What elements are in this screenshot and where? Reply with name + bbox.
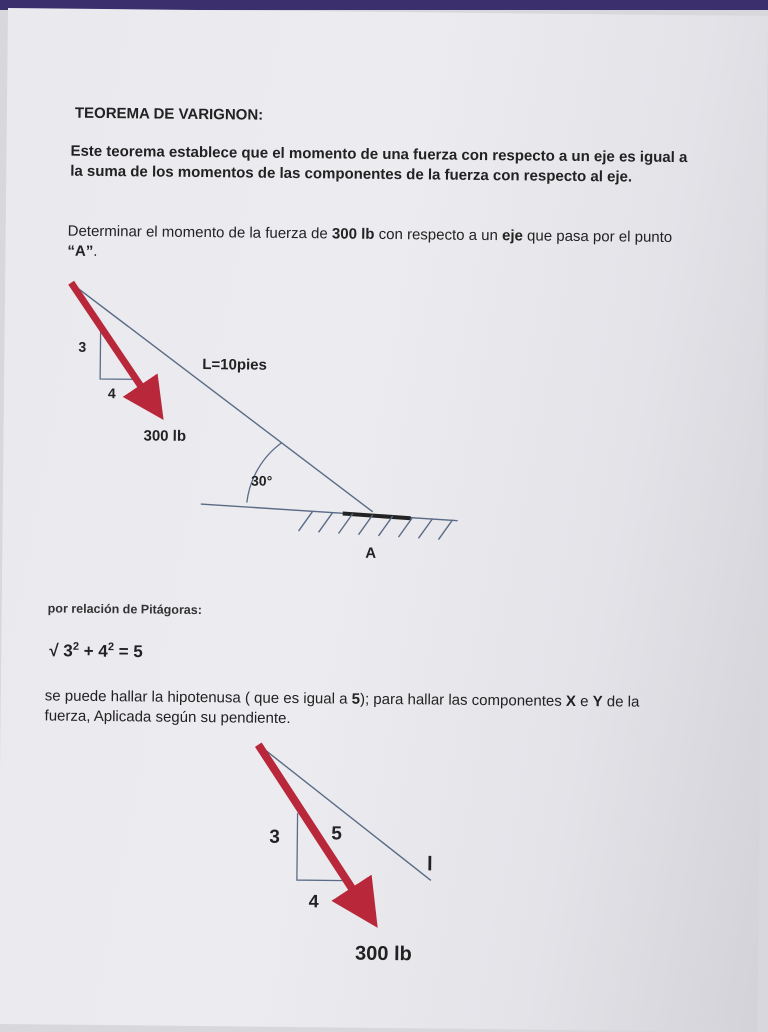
pythagoras-label: por relación de Pitágoras: (47, 601, 202, 618)
expl-x: X (565, 692, 577, 710)
force-diagram-2 (0, 8, 768, 1016)
exp-b: 2 (107, 641, 115, 654)
slope-line (261, 748, 432, 881)
run-label: 4 (107, 385, 116, 402)
expl-text-4: de la fuerza, Aplicada según su pendiente. (44, 693, 640, 727)
rise-label-2: 3 (269, 826, 281, 848)
force-label-2: 300 lb (355, 942, 412, 966)
expl-y: Y (592, 693, 603, 711)
task-text-3: que pasa por el punto (522, 227, 673, 246)
length-label: L=10pies (202, 356, 267, 374)
hypotenuse-label: 5 (331, 823, 343, 845)
radical-sign: √ (49, 641, 59, 661)
theorem-statement: Este teorema establece que el momento de una fuerza con respecto a un eje es igual a la suma de los momentos de las componentes de la fuerza con respecto al eje. (70, 142, 688, 186)
angle-label: 30° (250, 472, 273, 489)
expl-five: 5 (351, 690, 361, 708)
expl-text-2: ); para hallar las componentes (359, 690, 567, 710)
task-point: “A” (67, 242, 94, 260)
run-label-2: 4 (308, 891, 319, 912)
expl-text-3: e (575, 692, 593, 711)
page-title: TEOREMA DE VARIGNON: (74, 104, 264, 124)
plus-sign: + (83, 641, 94, 661)
worksheet-page (0, 8, 768, 1032)
term-a: 3 (63, 641, 73, 661)
task-force: 300 lb (331, 225, 375, 243)
formula-result: = 5 (118, 641, 143, 662)
expl-text-1: se puede hallar la hipotenusa ( que es igual a (44, 687, 352, 708)
task-eje: eje (501, 227, 524, 245)
force-label: 300 lb (143, 427, 187, 445)
line-l-label: l (426, 853, 433, 876)
task-text-1: Determinar el momento de la fuerza de (67, 222, 333, 243)
exp-a: 2 (72, 640, 80, 653)
term-b: 4 (98, 641, 108, 661)
point-a-label: A (365, 544, 377, 562)
task-text-4: . (93, 242, 98, 260)
task-text-2: con respecto a un (374, 225, 503, 245)
rise-label: 3 (78, 338, 87, 355)
